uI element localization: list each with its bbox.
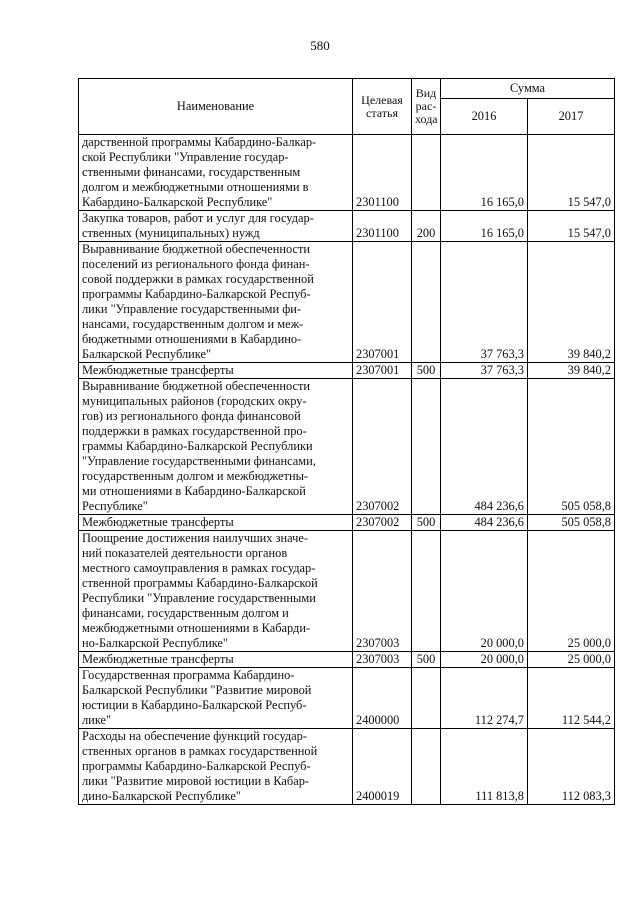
row-kind	[412, 379, 441, 515]
row-sum-2016: 20 000,0	[441, 531, 528, 652]
row-sum-2016: 37 763,3	[441, 242, 528, 363]
table-row	[79, 668, 615, 729]
row-sum-2016: 16 165,0	[441, 135, 528, 211]
row-sum-2017: 25 000,0	[528, 652, 615, 668]
row-name: дарственной программы Кабардино-Балкар- ской Республики "Управление государ- ственными финансами, государственным долгом и межбюджетными отношениями в Кабардино-Балкарской Республике"	[79, 135, 353, 211]
row-target: 2307003	[353, 531, 412, 652]
budget-table	[78, 78, 615, 805]
table-header	[79, 79, 615, 135]
table-row	[79, 379, 615, 515]
row-target: 2301100	[353, 135, 412, 211]
row-kind	[412, 135, 441, 211]
row-target: 2307002	[353, 515, 412, 531]
row-sum-2017: 15 547,0	[528, 135, 615, 211]
row-sum-2016: 37 763,3	[441, 363, 528, 379]
table-row	[79, 652, 615, 668]
row-target: 2400019	[353, 729, 412, 805]
row-target: 2307003	[353, 652, 412, 668]
row-name: Поощрение достижения наилучших значе- ний показателей деятельности органов местного самоуправления в рамках государ- ственной программы Кабардино-Балкарской Республики "Управление государственными финансами, государственным долгом и межбюджетными отношениями в Кабарди- но-Балкарской Республике"	[79, 531, 353, 652]
row-name: Выравнивание бюджетной обеспеченности муниципальных районов (городских окру- гов) из регионального фонда финансовой поддержки в рамках государственной про- граммы Кабардино-Балкарской Республики "Управление государственными финансами, государственным долгом и межбюджетны- ми отношениями в Кабардино-Балкарской Республике"	[79, 379, 353, 515]
row-sum-2016: 112 274,7	[441, 668, 528, 729]
header-kind	[412, 79, 441, 135]
table-row	[79, 531, 615, 652]
header-target-line-2: статья	[366, 105, 398, 120]
row-name: Расходы на обеспечение функций государ- ственных органов в рамках государственной программы Кабардино-Балкарской Респуб- лики "Развитие мировой юстиции в Кабар- дино-Балкарской Республике"	[79, 729, 353, 805]
row-kind: 500	[412, 363, 441, 379]
row-name: Межбюджетные трансферты	[79, 515, 353, 531]
row-sum-2016: 111 813,8	[441, 729, 528, 805]
row-kind: 200	[412, 211, 441, 242]
table-row	[79, 211, 615, 242]
row-target: 2400000	[353, 668, 412, 729]
row-sum-2017: 112 544,2	[528, 668, 615, 729]
row-name: Межбюджетные трансферты	[79, 652, 353, 668]
row-target: 2301100	[353, 211, 412, 242]
row-sum-2016: 484 236,6	[441, 515, 528, 531]
row-kind	[412, 729, 441, 805]
header-sum: Сумма	[441, 79, 615, 99]
row-sum-2017: 39 840,2	[528, 363, 615, 379]
header-target-line-1: Целевая	[361, 92, 403, 107]
header-kind-line-2: рас-	[415, 99, 437, 113]
row-kind: 500	[412, 515, 441, 531]
row-sum-2017: 39 840,2	[528, 242, 615, 363]
row-kind	[412, 242, 441, 363]
header-target	[353, 79, 412, 135]
table-body	[79, 135, 615, 805]
row-sum-2016: 20 000,0	[441, 652, 528, 668]
row-name: Выравнивание бюджетной обеспеченности поселений из регионального фонда финан- совой поддержки в рамках государственной программы Кабардино-Балкарской Респуб- лики "Управление государственными фи- нансами, государственным долгом и меж- бюджетными отношениями в Кабардино- Балкарской Республике"	[79, 242, 353, 363]
page-number: 580	[310, 38, 330, 53]
row-sum-2016: 16 165,0	[441, 211, 528, 242]
header-year-2016: 2016	[441, 99, 528, 135]
row-sum-2017: 15 547,0	[528, 211, 615, 242]
row-sum-2017: 505 058,8	[528, 379, 615, 515]
header-name: Наименование	[79, 79, 353, 135]
row-kind	[412, 531, 441, 652]
header-kind-line-1: Вид	[415, 86, 437, 100]
header-year-2017: 2017	[528, 99, 615, 135]
table-row	[79, 135, 615, 211]
row-name: Межбюджетные трансферты	[79, 363, 353, 379]
table-row	[79, 729, 615, 805]
row-sum-2017: 112 083,3	[528, 729, 615, 805]
row-sum-2017: 505 058,8	[528, 515, 615, 531]
row-target: 2307002	[353, 379, 412, 515]
row-sum-2016: 484 236,6	[441, 379, 528, 515]
table-row	[79, 515, 615, 531]
row-kind: 500	[412, 652, 441, 668]
row-name: Государственная программа Кабардино- Балкарской Республики "Развитие мировой юстиции в Кабардино-Балкарской Респуб- лике"	[79, 668, 353, 729]
row-target: 2307001	[353, 242, 412, 363]
header-kind-line-3: хода	[415, 112, 438, 126]
table-row	[79, 363, 615, 379]
row-kind	[412, 668, 441, 729]
row-target: 2307001	[353, 363, 412, 379]
row-sum-2017: 25 000,0	[528, 531, 615, 652]
row-name: Закупка товаров, работ и услуг для государ- ственных (муниципальных) нужд	[79, 211, 353, 242]
table-row	[79, 242, 615, 363]
